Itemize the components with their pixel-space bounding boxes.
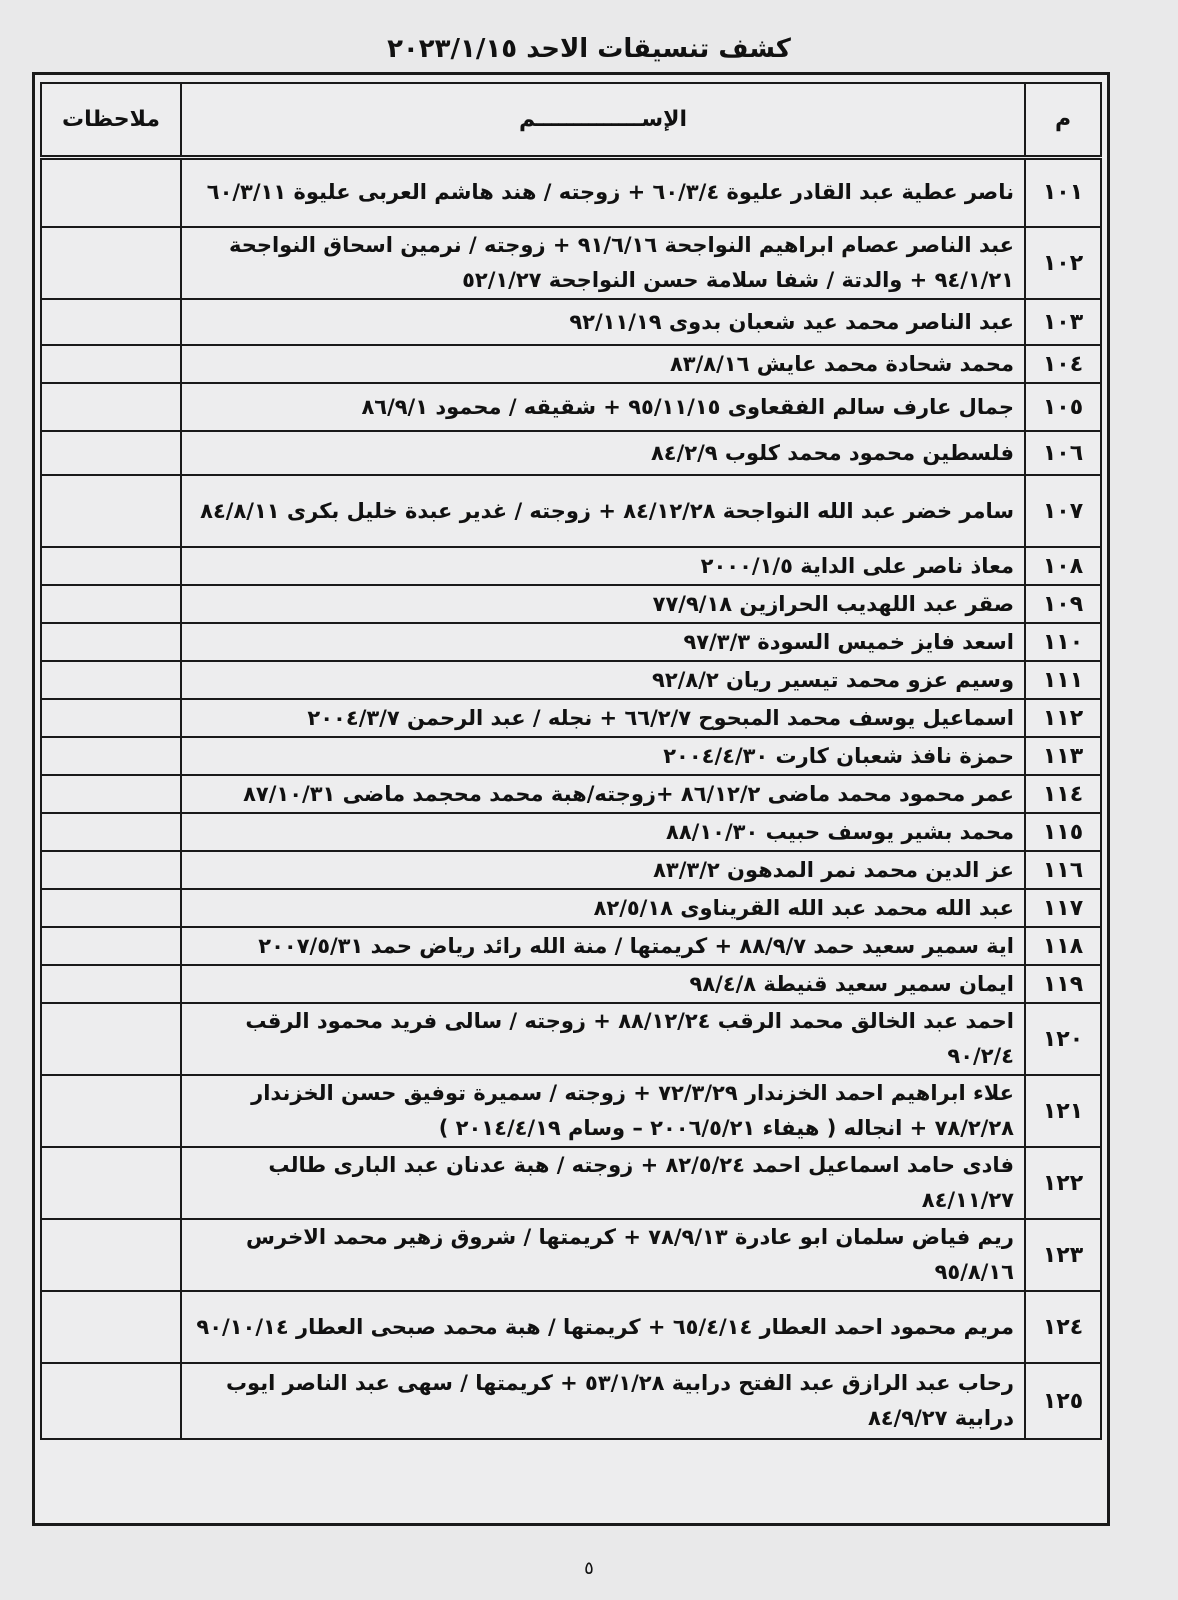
page-number: ٥ (584, 1558, 594, 1579)
row-number: ١١٨ (1025, 927, 1101, 965)
row-notes (41, 775, 181, 813)
row-number: ١١٢ (1025, 699, 1101, 737)
row-name: محمد شحادة محمد عايش ٨٣/٨/١٦ (181, 345, 1025, 383)
row-notes (41, 1147, 181, 1219)
row-number: ١١١ (1025, 661, 1101, 699)
row-number: ١١٥ (1025, 813, 1101, 851)
row-notes (41, 1219, 181, 1291)
row-notes (41, 383, 181, 431)
table-row (41, 1075, 1101, 1147)
table-row (41, 813, 1101, 851)
names-table (40, 82, 1102, 1440)
row-number: ١٠٣ (1025, 299, 1101, 345)
row-name: عز الدين محمد نمر المدهون ٨٣/٣/٢ (181, 851, 1025, 889)
row-number: ١٢٢ (1025, 1147, 1101, 1219)
row-notes (41, 851, 181, 889)
table-row (41, 889, 1101, 927)
row-number: ١١٩ (1025, 965, 1101, 1003)
row-number: ١٢٤ (1025, 1291, 1101, 1363)
table-row (41, 157, 1101, 227)
table-row (41, 775, 1101, 813)
page-title: كشف تنسيقات الاحد ٢٠٢٣/١/١٥ (387, 34, 791, 64)
row-name: عمر محمود محمد ماضى ٨٦/١٢/٢ +زوجته/هبة محمد محجمد ماضى ٨٧/١٠/٣١ (181, 775, 1025, 813)
row-name: سامر خضر عبد الله النواجحة ٨٤/١٢/٢٨ + زوجته / غدير عبدة خليل بكرى ٨٤/٨/١١ (181, 475, 1025, 547)
row-notes (41, 965, 181, 1003)
row-notes (41, 585, 181, 623)
row-number: ١١٦ (1025, 851, 1101, 889)
table-row (41, 227, 1101, 299)
row-number: ١٠٦ (1025, 431, 1101, 475)
row-name: رحاب عبد الرازق عبد الفتح درابية ٥٣/١/٢٨ + كريمتها / سهى عبد الناصر ايوب درابية ٨٤/٩/٢٧ (181, 1363, 1025, 1439)
row-notes (41, 699, 181, 737)
row-notes (41, 623, 181, 661)
row-notes (41, 227, 181, 299)
row-name: مريم محمود احمد العطار ٦٥/٤/١٤ + كريمتها / هبة محمد صبحى العطار ٩٠/١٠/١٤ (181, 1291, 1025, 1363)
row-name: محمد بشير يوسف حبيب ٨٨/١٠/٣٠ (181, 813, 1025, 851)
row-number: ١١٠ (1025, 623, 1101, 661)
table-row (41, 1003, 1101, 1075)
row-name: علاء ابراهيم احمد الخزندار ٧٢/٣/٢٩ + زوجته / سميرة توفيق حسن الخزندار ٧٨/٢/٢٨ + انجاله ( هيفاء ٢٠٠٦/٥/٢١ – وسام ٢٠١٤/٤/١٩ ) (181, 1075, 1025, 1147)
table-row (41, 661, 1101, 699)
header-notes: ملاحظات (41, 83, 181, 157)
row-notes (41, 157, 181, 227)
table-row (41, 299, 1101, 345)
row-number: ١١٧ (1025, 889, 1101, 927)
row-notes (41, 1003, 181, 1075)
header-name: الإســــــــــــــم (181, 83, 1025, 157)
table-row (41, 475, 1101, 547)
row-notes (41, 547, 181, 585)
row-name: وسيم عزو محمد تيسير ريان ٩٢/٨/٢ (181, 661, 1025, 699)
row-notes (41, 813, 181, 851)
row-name: عبد الله محمد عبد الله القريناوى ٨٢/٥/١٨ (181, 889, 1025, 927)
row-name: فادى حامد اسماعيل احمد ٨٢/٥/٢٤ + زوجته / هبة عدنان عبد البارى طالب ٨٤/١١/٢٧ (181, 1147, 1025, 1219)
row-name: اسعد فايز خميس السودة ٩٧/٣/٣ (181, 623, 1025, 661)
row-name: عبد الناصر عصام ابراهيم النواجحة ٩١/٦/١٦ + زوجته / نرمين اسحاق النواجحة ٩٤/١/٢١ + والدتة / شفا سلامة حسن النواجحة ٥٢/١/٢٧ (181, 227, 1025, 299)
row-name: معاذ ناصر على الداية ٢٠٠٠/١/٥ (181, 547, 1025, 585)
table-row (41, 1363, 1101, 1439)
row-number: ١٢٥ (1025, 1363, 1101, 1439)
row-notes (41, 475, 181, 547)
row-name: صقر عبد اللهديب الحرازين ٧٧/٩/١٨ (181, 585, 1025, 623)
table-row (41, 431, 1101, 475)
table-row (41, 585, 1101, 623)
table-row (41, 699, 1101, 737)
table-row (41, 1219, 1101, 1291)
row-number: ١١٤ (1025, 775, 1101, 813)
row-number: ١٢١ (1025, 1075, 1101, 1147)
table-row (41, 1147, 1101, 1219)
row-notes (41, 737, 181, 775)
table-header-row (41, 83, 1101, 157)
row-name: اسماعيل يوسف محمد المبحوح ٦٦/٢/٧ + نجله / عبد الرحمن ٢٠٠٤/٣/٧ (181, 699, 1025, 737)
row-notes (41, 889, 181, 927)
row-notes (41, 1075, 181, 1147)
row-name: حمزة نافذ شعبان كارت ٢٠٠٤/٤/٣٠ (181, 737, 1025, 775)
row-notes (41, 299, 181, 345)
table-row (41, 1291, 1101, 1363)
header-num: م (1025, 83, 1101, 157)
table-row (41, 927, 1101, 965)
row-number: ١٠٥ (1025, 383, 1101, 431)
row-number: ١٠٩ (1025, 585, 1101, 623)
row-number: ١٠٧ (1025, 475, 1101, 547)
table-row (41, 737, 1101, 775)
row-name: جمال عارف سالم الفقعاوى ٩٥/١١/١٥ + شقيقه / محمود ٨٦/٩/١ (181, 383, 1025, 431)
table-row (41, 547, 1101, 585)
table-row (41, 383, 1101, 431)
row-number: ١٠١ (1025, 157, 1101, 227)
row-number: ١٠٢ (1025, 227, 1101, 299)
row-name: ناصر عطية عبد القادر عليوة ٦٠/٣/٤ + زوجته / هند هاشم العربى عليوة ٦٠/٣/١١ (181, 157, 1025, 227)
row-notes (41, 431, 181, 475)
row-number: ١١٣ (1025, 737, 1101, 775)
row-number: ١٠٨ (1025, 547, 1101, 585)
row-name: ريم فياض سلمان ابو عادرة ٧٨/٩/١٣ + كريمتها / شروق زهير محمد الاخرس ٩٥/٨/١٦ (181, 1219, 1025, 1291)
row-notes (41, 927, 181, 965)
row-name: فلسطين محمود محمد كلوب ٨٤/٢/٩ (181, 431, 1025, 475)
table-row (41, 345, 1101, 383)
row-number: ١٠٤ (1025, 345, 1101, 383)
table-row (41, 623, 1101, 661)
row-name: احمد عبد الخالق محمد الرقب ٨٨/١٢/٢٤ + زوجته / سالى فريد محمود الرقب ٩٠/٢/٤ (181, 1003, 1025, 1075)
row-notes (41, 1363, 181, 1439)
row-notes (41, 345, 181, 383)
row-name: عبد الناصر محمد عيد شعبان بدوى ٩٢/١١/١٩ (181, 299, 1025, 345)
row-name: ايمان سمير سعيد قنيطة ٩٨/٤/٨ (181, 965, 1025, 1003)
table-row (41, 851, 1101, 889)
row-number: ١٢٠ (1025, 1003, 1101, 1075)
row-notes (41, 661, 181, 699)
row-notes (41, 1291, 181, 1363)
row-number: ١٢٣ (1025, 1219, 1101, 1291)
table-row (41, 965, 1101, 1003)
row-name: اية سمير سعيد حمد ٨٨/٩/٧ + كريمتها / منة الله رائد رياض حمد ٢٠٠٧/٥/٣١ (181, 927, 1025, 965)
